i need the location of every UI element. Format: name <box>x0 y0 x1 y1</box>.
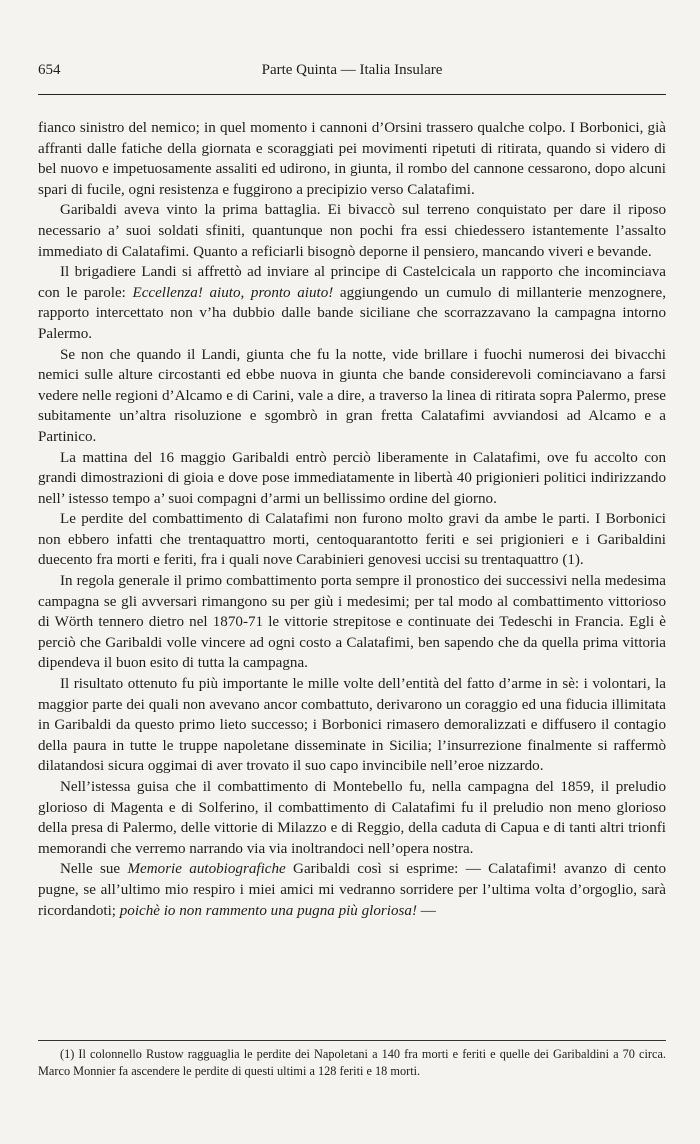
running-title: Parte Quinta — Italia Insulare <box>261 62 443 78</box>
body-text <box>38 118 666 921</box>
paragraph-text: Garibaldi così si esprime: — Calatafimi! avanzo di cento pugne, se all’ultimo mio respiro i miei amici mi vedranno sorridere per l’ultima volta d’orgoglio, sarà ricordandoti; <box>38 861 667 919</box>
paragraph-text: — <box>416 902 436 919</box>
header-rule <box>38 94 666 95</box>
paragraph: In regola generale il primo combattimento porta sempre il pronostico dei successivi nella medesima campagna se gli avversari rimangono su per giù i medesimi; per tal modo al combattimento vittorioso di Wörth tennero dietro nel 1870-71 le vittorie strepitose e continuate dei Tedeschi in Francia. Egli è perciò che Garibaldi volle vincere ad ogni costo a Calatafimi, ben sapendo che da quella prima vittoria dipendeva il buon esito di tutta la campagna. <box>38 573 666 672</box>
paragraph-text: Il brigadiere Landi si affrettò ad inviare al principe di Castelcicala un rapporto che incominciava con le parole: <box>38 264 666 301</box>
italic-quote: Eccellenza! aiuto, pronto aiuto! <box>132 284 334 301</box>
paragraph: La mattina del 16 maggio Garibaldi entrò perciò liberamente in Calatafimi, ove fu accolto con grandi dimostrazioni di gioia e dove pose immediatamente in libertà 40 prigionieri politici indirizzando nell’ istesso tempo a’ suoi compagni d’armi un bellissimo ordine del giorno. <box>38 449 666 507</box>
footnote <box>38 1046 666 1080</box>
paragraph-text: Nelle sue <box>60 861 128 878</box>
paragraph: Il risultato ottenuto fu più importante le mille volte dell’entità del fatto d’arme in sè: i volontari, la maggior parte dei quali non avevano ancor combattuto, derivarono un coraggio ed una fiducia illimitata in Garibaldi da questo primo lieto successo; i Borbonici rimasero demoralizzati e diffusero il contagio della paura in tutte le truppe napoletane disseminate in Sicilia; l’insurrezione finalmente si raffermò dilatandosi sicura oggimai di aver trovato il suo capo invincibile nell’eroe nizzardo. <box>38 676 666 775</box>
paragraph: Garibaldi aveva vinto la prima battaglia. Ei bivaccò sul terreno conquistato per dare il riposo necessario a’ suoi soldati sfiniti, quantunque non pochi fra essi chiedessero istantemente l’assalto immediato di Calatafimi. Quanto a reficiarli bisognò deporne il pensiero, mancando viveri e bevande. <box>38 202 666 260</box>
italic-book-title: Memorie autobiografiche <box>127 861 286 878</box>
page-number: 654 <box>38 62 61 78</box>
page-header <box>38 62 666 84</box>
paragraph: Nell’istessa guisa che il combattimento di Montebello fu, nella campagna del 1859, il preludio glorioso di Magenta e di Solferino, il combattimento di Calatafimi fu il preludio non meno glorioso della presa di Palermo, delle vittorie di Milazzo e di Reggio, della caduta di Capua e di tanti altri trionfi memorandi che verremo narrando via via inoltrandoci nell’opera nostra. <box>38 779 666 857</box>
footnote-text: (1) Il colonnello Rustow ragguaglia le perdite dei Napoletani a 140 fra morti e feriti e quelle dei Garibaldini a 70 circa. Marco Monnier fa ascendere le perdite di questi ultimi a 128 feriti e 18 morti. <box>38 1047 666 1079</box>
paragraph: Le perdite del combattimento di Calatafimi non furono molto gravi da ambe le parti. I Borbonici non ebbero infatti che trentaquattro morti, centoquarantotto feriti e sei prigionieri e i Garibaldini duecento fra morti e feriti, fra i quali nove Carabinieri genovesi uccisi su trentaquattro (1). <box>38 511 666 569</box>
paragraph <box>38 859 666 921</box>
footnote-rule <box>38 1040 666 1041</box>
paragraph-text: aggiungendo un cumulo di millanterie menzognere, rapporto intercettato non v’ha dubbio dalle bande siciliane che scorrazzavano la campagna intorno Palermo. <box>38 284 666 342</box>
paragraph <box>38 262 666 344</box>
paragraph: Se non che quando il Landi, giunta che fu la notte, vide brillare i fuochi numerosi dei bivacchi nemici sulle alture circostanti ed ebbe nuova in giunta che bande considerevoli cominciavano a farsi vedere nelle regioni d’Alcamo e di Carini, vale a dire, a traverso la linea di ritirata sopra Palermo, prese subitamente un’altra risoluzione e sgombrò in gran fretta Calatafimi avviandosi ad Alcamo e a Partinico. <box>38 346 666 445</box>
italic-quote: poichè io non rammento una pugna più gloriosa! <box>119 902 417 919</box>
paragraph: fianco sinistro del nemico; in quel momento i cannoni d’Orsini trassero qualche colpo. I Borbonici, già affranti dalle fatiche della giornata e scoraggiati pei movimenti ripetuti di ritirata, quando si videro di bel nuovo e impetuosamente assaliti ed udirono, in giunta, il rombo del cannone cessarono, dopo alcuni spari di fucile, ogni resistenza e fuggirono a precipizio verso Calatafimi. <box>38 120 666 198</box>
